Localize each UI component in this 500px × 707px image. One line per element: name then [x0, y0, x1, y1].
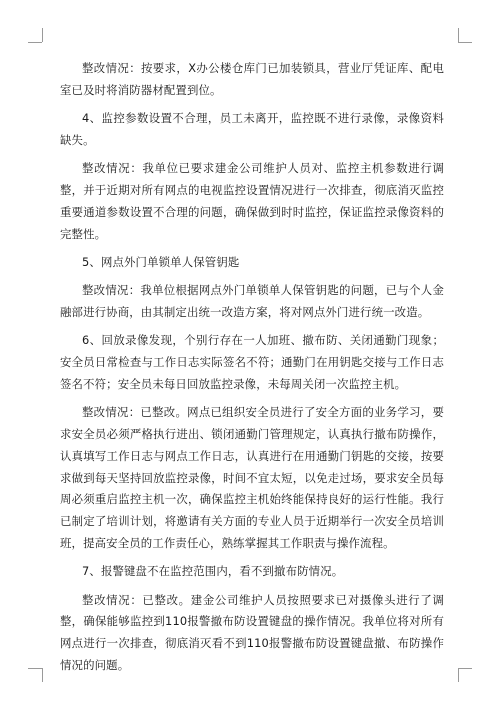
crop-mark-bottom-left-h	[28, 668, 42, 669]
paragraph-issue-4: 4、监控参数设置不合理，员工未离开，监控既不进行录像，录像资料缺失。	[60, 111, 444, 147]
crop-mark-bottom-left-v	[42, 668, 43, 682]
crop-mark-top-right-h	[458, 42, 472, 43]
crop-mark-top-left-h	[28, 42, 42, 43]
paragraph-rectification-7: 整改情况：已整改。建金公司维护人员按照要求已对摄像头进行了调整，确保能够监控到110报警撤布防设置键盘的操作情况。我单位将对所有网点进行一次排查，彻底消灭看不到110报警撤布防设置键盘撤、布防操作情况的问题。	[60, 592, 444, 672]
document-body	[60, 58, 444, 677]
paragraph-issue-7: 7、报警键盘不在监控范围内，看不到撤布防情况。	[82, 564, 344, 579]
paragraph-rectification-4: 整改情况：我单位已要求建金公司维护人员对、监控主机参数进行调整，并于近期对所有网点的电视监控设置情况进行一次排查，彻底消灭监控重要通道参数设置不合理的问题，确保做到时时监控，保证监控录像资料的完整性。	[60, 161, 444, 241]
crop-mark-bottom-right-v	[458, 668, 459, 682]
paragraph-issue-5: 5、网点外门单锁单人保管钥匙	[82, 254, 240, 269]
paragraph-issue-6: 6、回放录像发现，个别行存在一人加班、撤布防、关闭通勤门现象；安全员日常检查与工作日志实际签名不符；通勤门在用钥匙交接与工作日志签名不符；安全员未每日回放监控录像，未每周关闭一次监控主机。	[60, 333, 444, 391]
paragraph-rectification-5: 整改情况：我单位根据网点外门单锁单人保管钥匙的问题，已与个人金融部进行协商，由其制定出统一改造方案，将对网点外门进行统一改造。	[60, 283, 444, 319]
crop-mark-bottom-right-h	[458, 668, 472, 669]
paragraph-rectification-6: 整改情况：已整改。网点已组织安全员进行了安全方面的业务学习，要求安全员必须严格执行进出、锁闭通勤门管理规定，认真执行撤布防操作，认真填写工作日志与网点工作日志，认真进行在用通勤门钥匙的交接，按要求做到每天坚持回放监控录像，时间不宜太短，以免走过场，要求安全员每周必须重启监控主机一次，确保监控主机始终能保持良好的运行性能。我行已制定了培训计划，将邀请有关方面的专业人员于近期举行一次安全员培训班，提高安全员的工作责任心，熟练掌握其工作职责与操作流程。	[60, 405, 444, 550]
crop-mark-top-right-v	[458, 28, 459, 42]
crop-mark-top-left-v	[42, 28, 43, 42]
paragraph-rectification-1: 整改情况：按要求，X办公楼仓库门已加装锁具，营业厅凭证库、配电室已及时将消防器材配置到位。	[60, 61, 444, 97]
